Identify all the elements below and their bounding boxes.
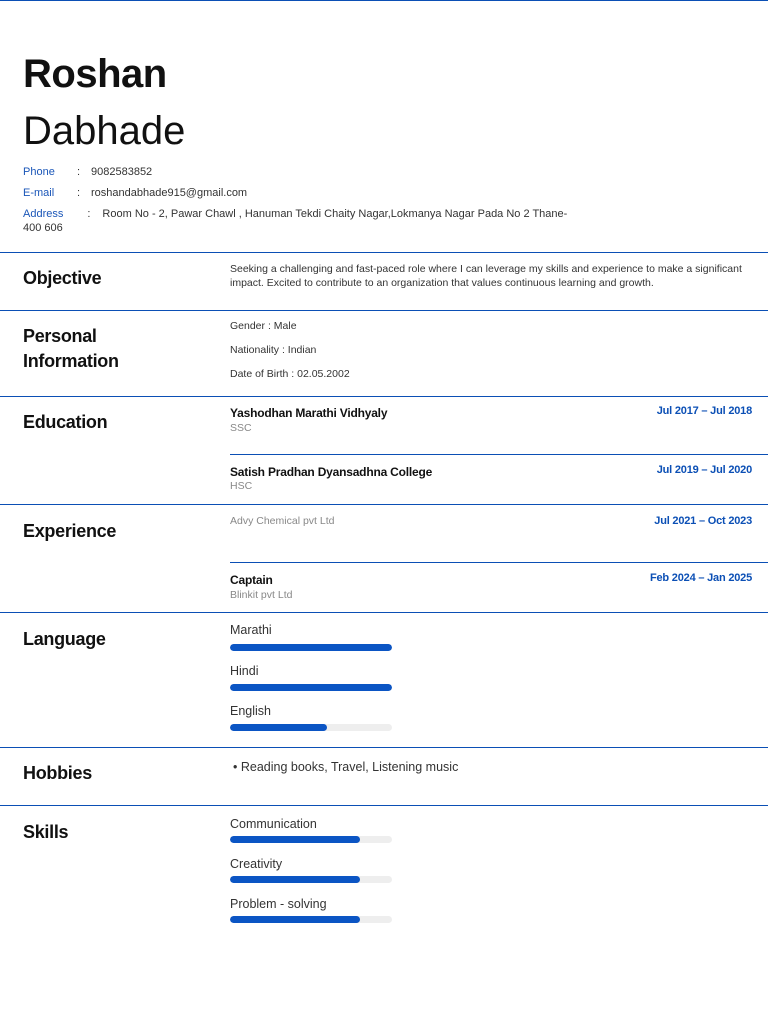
education-level: SSC [230,422,252,434]
first-name: Roshan [23,52,167,96]
address-value: Room No - 2, Pawar Chawl , Hanuman Tekdi Chaity Nagar,Lokmanya Nagar Pada No 2 Thane-400 606 [23,208,568,234]
section-divider [0,504,768,505]
language-bar-fill [230,684,392,691]
experience-company: Advy Chemical pvt Ltd [230,515,335,527]
personal-title-line2: Information [23,351,119,371]
language-bar-track [230,724,392,731]
section-divider [0,612,768,613]
email-label: E-mail [23,187,55,199]
section-divider [0,252,768,253]
skills-title: Skills [23,822,69,842]
experience-dates: Jul 2021 – Oct 2023 [654,515,752,527]
experience-dates: Feb 2024 – Jan 2025 [650,572,752,584]
education-school: Satish Pradhan Dyansadhna College [230,465,433,479]
skill-bar-fill [230,876,360,883]
personal-title-line1: Personal [23,326,97,346]
language-name: Hindi [230,664,259,678]
education-title: Education [23,412,108,432]
address-separator: : [87,208,91,220]
top-divider [0,0,768,1]
language-name: English [230,704,271,718]
experience-role: Captain [230,573,273,587]
experience-title: Experience [23,521,117,541]
language-name: Marathi [230,623,272,637]
phone-separator: : [77,166,81,178]
language-bar-fill [230,644,392,651]
nationality-line: Nationality : Indian [230,344,317,356]
skill-bar-track [230,836,392,843]
education-dates: Jul 2017 – Jul 2018 [656,405,752,417]
address-label: Address [23,208,64,220]
hobbies-title: Hobbies [23,763,92,783]
experience-company: Blinkit pvt Ltd [230,589,293,601]
entry-divider [230,454,768,455]
skill-name: Creativity [230,857,283,871]
skill-bar-fill [230,916,360,923]
email-separator: : [77,187,81,199]
skill-name: Communication [230,817,317,831]
education-school: Yashodhan Marathi Vidhyaly [230,406,388,420]
skill-bar-fill [230,836,360,843]
objective-text: Seeking a challenging and fast-paced role where I can leverage my skills and experience to make a significant impact. Excited to contribute to an organization that values continuous learning and growth. [230,263,742,289]
contact-address-row [23,207,568,235]
language-title: Language [23,629,106,649]
skill-bar-track [230,876,392,883]
entry-divider [230,562,768,563]
phone-value: 9082583852 [91,166,153,178]
section-divider [0,396,768,397]
language-bar-track [230,684,392,691]
last-name: Dabhade [23,109,186,153]
hobbies-list: • Reading books, Travel, Listening music [233,760,459,774]
skill-bar-track [230,916,392,923]
gender-line: Gender : Male [230,320,297,332]
language-bar-track [230,644,392,651]
email-value[interactable]: roshandabhade915@gmail.com [91,187,248,199]
education-level: HSC [230,480,253,492]
section-divider [0,747,768,748]
skill-name: Problem - solving [230,897,327,911]
dob-line: Date of Birth : 02.05.2002 [230,368,350,380]
language-bar-fill [230,724,327,731]
education-dates: Jul 2019 – Jul 2020 [656,464,752,476]
phone-label: Phone [23,166,55,178]
section-divider [0,805,768,806]
section-divider [0,310,768,311]
objective-title: Objective [23,268,102,288]
